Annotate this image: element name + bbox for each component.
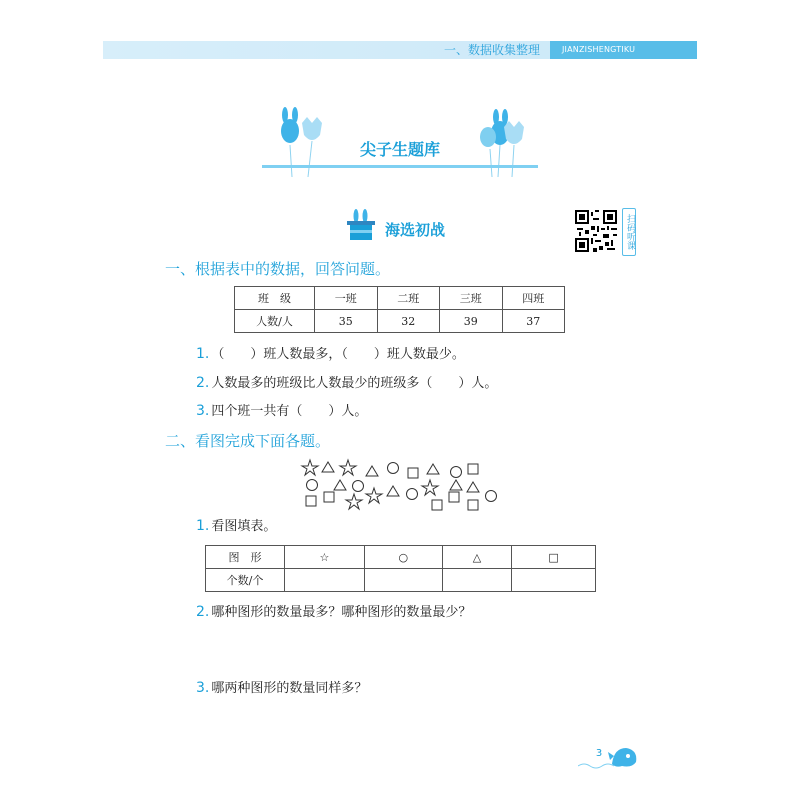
circle-icon — [353, 481, 364, 492]
magic-hat-icon — [344, 208, 378, 242]
shape-cluster — [300, 458, 500, 518]
star-icon — [346, 494, 362, 509]
question-2-1 — [196, 515, 276, 537]
table-header-cell: 一班 — [315, 287, 378, 310]
question-text: 哪两种图形的数量同样多？ — [211, 681, 368, 696]
table-row-label: 个数/个 — [206, 569, 285, 592]
shape-count-table — [205, 545, 596, 592]
question-1-2 — [196, 372, 497, 394]
question-text: 哪种图形的数量最多？哪种图形的数量最少？ — [211, 605, 472, 620]
part2-heading: 二、看图完成下面各题。 — [165, 432, 331, 450]
answer-cell[interactable] — [512, 569, 596, 592]
triangle-icon — [467, 482, 479, 492]
square-icon — [468, 500, 478, 510]
square-icon — [306, 496, 316, 506]
square-icon — [468, 464, 478, 474]
star-icon — [340, 460, 356, 475]
question-text: 看图填表。 — [211, 519, 277, 534]
table-header-cell: 二班 — [377, 287, 440, 310]
triangle-icon — [366, 466, 378, 476]
question-1-3 — [196, 400, 367, 422]
question-number: 3. — [196, 680, 210, 696]
circle-icon — [307, 480, 318, 491]
star-icon — [302, 460, 318, 475]
balloon-icon — [504, 121, 524, 177]
qr-code-icon[interactable] — [575, 210, 617, 252]
footer-wave-decoration — [578, 742, 640, 772]
balloon-icon — [480, 127, 496, 177]
triangle-icon — [427, 464, 439, 474]
table-header-cell: □ — [512, 546, 596, 569]
balloon-icon — [302, 117, 322, 177]
question-1-1 — [196, 343, 465, 365]
question-text: （ ）班人数最多，（ ）班人数最少。 — [211, 347, 465, 362]
triangle-icon — [334, 480, 346, 490]
qr-scan-label: 扫码听课 — [622, 208, 636, 256]
square-icon — [449, 492, 459, 502]
question-text: 四个班一共有（ ）人。 — [211, 404, 368, 419]
table-header-cell: △ — [442, 546, 512, 569]
circle-icon — [388, 463, 399, 474]
question-number: 3. — [196, 403, 210, 419]
table-cell: 37 — [502, 310, 565, 333]
page-number: 3 — [595, 748, 603, 759]
question-text: 人数最多的班级比人数最少的班级多（ ）人。 — [211, 376, 498, 391]
series-tag: JIANZISHENGTIKU — [550, 41, 697, 59]
table-cell: 32 — [377, 310, 440, 333]
triangle-icon — [450, 480, 462, 490]
chapter-title: 一、数据收集整理 — [443, 43, 540, 57]
circle-icon — [407, 489, 418, 500]
table-cell: 39 — [440, 310, 503, 333]
table-header-cell: 班 级 — [235, 287, 315, 310]
square-icon — [324, 492, 334, 502]
subsection-title: 海选初战 — [385, 221, 446, 239]
question-2-3 — [196, 677, 367, 699]
banner-title: 尖子生题库 — [359, 140, 440, 159]
answer-cell[interactable] — [442, 569, 512, 592]
table-cell: 35 — [315, 310, 378, 333]
answer-cell[interactable] — [364, 569, 442, 592]
circle-icon — [486, 491, 497, 502]
table-header-cell: 图 形 — [206, 546, 285, 569]
star-icon — [422, 480, 438, 495]
question-2-2 — [196, 601, 471, 623]
answer-cell[interactable] — [285, 569, 365, 592]
question-number: 2. — [196, 375, 210, 391]
question-number: 1. — [196, 346, 210, 362]
table-header-cell: ☆ — [285, 546, 365, 569]
table-header-cell: ○ — [364, 546, 442, 569]
question-number: 2. — [196, 604, 210, 620]
square-icon — [432, 500, 442, 510]
table-header-cell: 三班 — [440, 287, 503, 310]
part1-heading: 一、根据表中的数据，回答问题。 — [165, 260, 391, 278]
circle-icon — [451, 467, 462, 478]
table-row-label: 人数/人 — [235, 310, 315, 333]
table-header-cell: 四班 — [502, 287, 565, 310]
question-number: 1. — [196, 518, 210, 534]
square-icon — [408, 468, 418, 478]
triangle-icon — [387, 486, 399, 496]
banner-underline — [262, 165, 538, 168]
class-count-table — [234, 286, 565, 333]
star-icon — [366, 488, 382, 503]
triangle-icon — [322, 462, 334, 472]
